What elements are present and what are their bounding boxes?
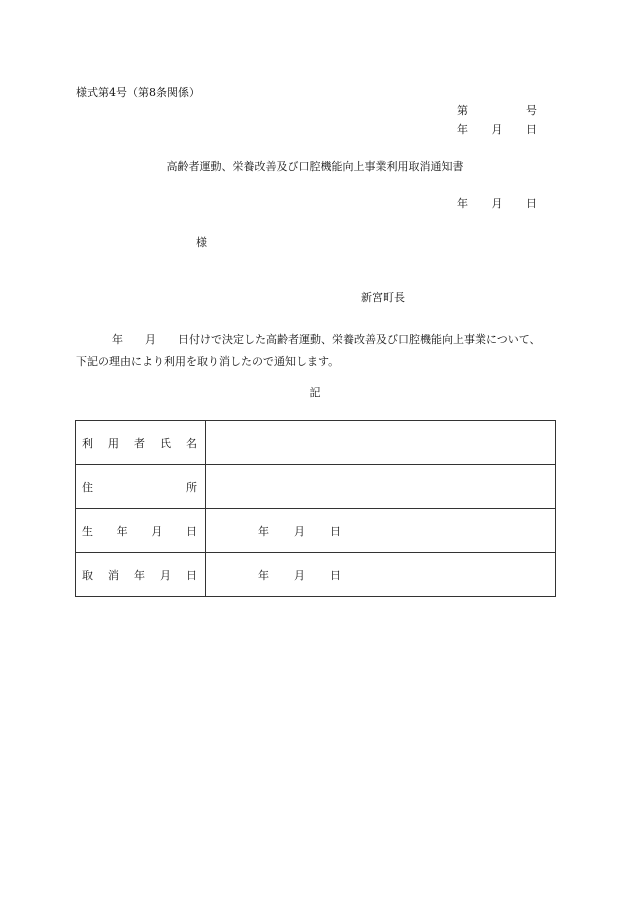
label-user-name — [76, 435, 205, 451]
body-year: 年 — [112, 333, 123, 346]
info-table — [75, 420, 556, 597]
body-text: 日付けで決定した高齢者運動、栄養改善及び口腔機能向上事業について、下記の理由により利用を取り消したので通知します。 — [76, 333, 541, 368]
label-char: 月 — [151, 524, 163, 538]
cancel-date-day: 日 — [330, 568, 341, 582]
birth-date-month: 月 — [294, 524, 305, 538]
label-cell — [76, 421, 206, 465]
label-char: 日 — [185, 524, 197, 538]
document-title: 高齢者運動、栄養改善及び口腔機能向上事業利用取消通知書 — [166, 160, 464, 173]
birth-date-year: 年 — [258, 524, 269, 538]
body-month: 月 — [145, 333, 156, 346]
cancel-date-year: 年 — [258, 568, 269, 582]
label-char: 日 — [186, 568, 197, 582]
recipient-suffix: 様 — [196, 236, 207, 249]
birth-date-day: 日 — [330, 524, 341, 538]
table-row — [76, 465, 556, 509]
label-char: 取 — [82, 568, 93, 582]
label-char: 住 — [82, 480, 93, 494]
issue-date-month: 月 — [491, 197, 503, 210]
label-char: 氏 — [160, 436, 171, 450]
table-row — [76, 509, 556, 553]
label-address — [76, 479, 205, 495]
label-char: 用 — [108, 436, 119, 450]
document-number-suffix: 号 — [526, 104, 537, 117]
ki-heading: 記 — [309, 386, 321, 399]
header-date-month: 月 — [491, 123, 503, 136]
label-char: 月 — [160, 568, 171, 582]
header-date — [457, 123, 537, 137]
notice-body — [76, 329, 550, 373]
table-row — [76, 553, 556, 597]
label-cell — [76, 553, 206, 597]
label-cell — [76, 465, 206, 509]
label-char: 所 — [186, 480, 197, 494]
address-field[interactable] — [206, 465, 556, 509]
label-char: 名 — [186, 436, 197, 450]
label-char: 利 — [82, 436, 93, 450]
label-char: 生 — [82, 524, 93, 538]
label-cell — [76, 509, 206, 553]
table-row — [76, 421, 556, 465]
document-number-line — [457, 104, 537, 118]
label-birth-date — [76, 523, 205, 539]
header-date-year: 年 — [457, 123, 468, 136]
label-cancel-date — [76, 567, 205, 583]
document-number-prefix: 第 — [457, 104, 468, 117]
label-char: 年 — [134, 568, 145, 582]
issue-date — [457, 197, 537, 211]
issue-date-year: 年 — [457, 197, 468, 210]
issue-date-day: 日 — [526, 197, 537, 210]
header-date-day: 日 — [526, 123, 537, 136]
cancel-date-field[interactable] — [206, 553, 556, 597]
label-char: 年 — [116, 524, 128, 538]
birth-date-field[interactable] — [206, 509, 556, 553]
label-char: 者 — [134, 436, 145, 450]
label-char: 消 — [108, 568, 119, 582]
form-number: 様式第4号（第8条関係） — [76, 86, 200, 99]
user-name-field[interactable] — [206, 421, 556, 465]
cancel-date-month: 月 — [294, 568, 305, 582]
sender-name: 新宮町長 — [361, 291, 405, 304]
